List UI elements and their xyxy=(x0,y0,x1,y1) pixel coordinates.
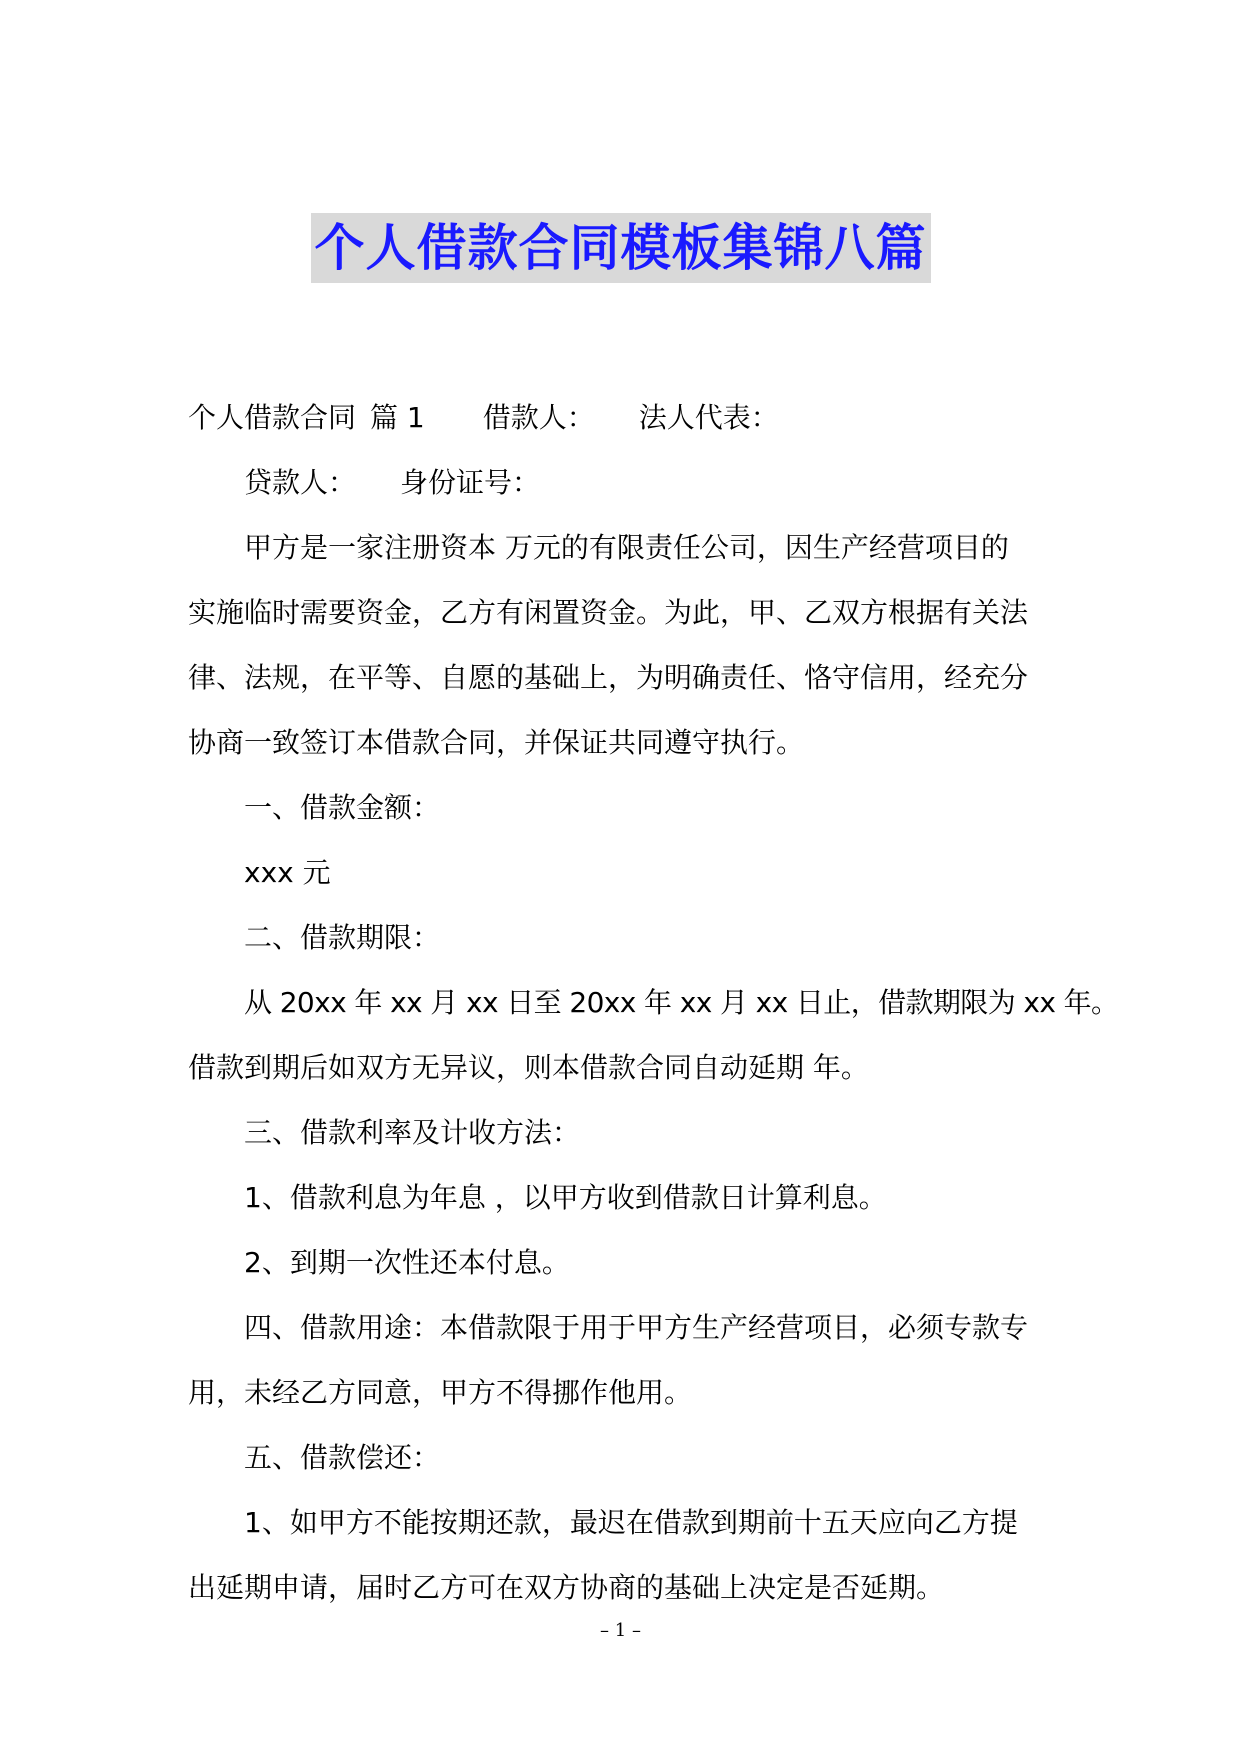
loan-amount: xxx 元 xyxy=(244,856,331,889)
lender-line xyxy=(188,450,1058,515)
section-4-line-1: 四、借款用途：本借款限于用于甲方生产经营项目，必须专款专 xyxy=(244,1311,1029,1344)
intro-line-3: 律、法规，在平等、自愿的基础上，为明确责任、恪守信用，经充分 xyxy=(188,661,1029,694)
intro-line-2: 实施临时需要资金，乙方有闲置资金。为此，甲、乙双方根据有关法 xyxy=(188,596,1029,629)
section-5-heading: 五、借款偿还： xyxy=(244,1441,441,1474)
contract-heading: 个人借款合同 xyxy=(188,401,357,434)
section-4-line-2: 用，未经乙方同意，甲方不得挪作他用。 xyxy=(188,1376,693,1409)
intro-line-1: 甲方是一家注册资本 万元的有限责任公司，因生产经营项目的 xyxy=(244,531,1009,564)
interest-item-2: 2、到期一次性还本付息。 xyxy=(244,1246,570,1279)
intro-line-4: 协商一致签订本借款合同，并保证共同遵守执行。 xyxy=(188,726,805,759)
interest-item-1: 1、借款利息为年息 ，以甲方收到借款日计算利息。 xyxy=(244,1181,887,1214)
title-container xyxy=(0,213,1241,283)
repayment-item-1-line-2: 出延期申请，届时乙方可在双方协商的基础上决定是否延期。 xyxy=(188,1571,945,1604)
section-3-heading: 三、借款利率及计收方法： xyxy=(244,1116,581,1149)
borrower-label: 借款人： xyxy=(482,401,595,434)
legal-rep-label: 法人代表： xyxy=(638,401,779,434)
repayment-item-1-line-1: 1、如甲方不能按期还款，最迟在借款到期前十五天应向乙方提 xyxy=(244,1506,1018,1539)
document-title: 个人借款合同模板集锦八篇 xyxy=(311,213,931,283)
page-number: – 1 – xyxy=(600,1620,641,1641)
loan-term-line-2: 借款到期后如双方无异议，则本借款合同自动延期 年。 xyxy=(188,1051,869,1084)
header-line xyxy=(188,385,1058,450)
loan-term-line-1: 从 20xx 年 xx 月 xx 日至 20xx 年 xx 月 xx 日止，借款期限为 xx 年。 xyxy=(244,986,1119,1019)
section-2-heading: 二、借款期限： xyxy=(244,921,441,954)
id-number-label: 身份证号： xyxy=(400,466,541,499)
lender-label: 贷款人： xyxy=(244,466,357,499)
section-number: 篇 1 xyxy=(370,401,425,434)
section-1-heading: 一、借款金额： xyxy=(244,791,441,824)
document-body xyxy=(188,385,1119,1620)
